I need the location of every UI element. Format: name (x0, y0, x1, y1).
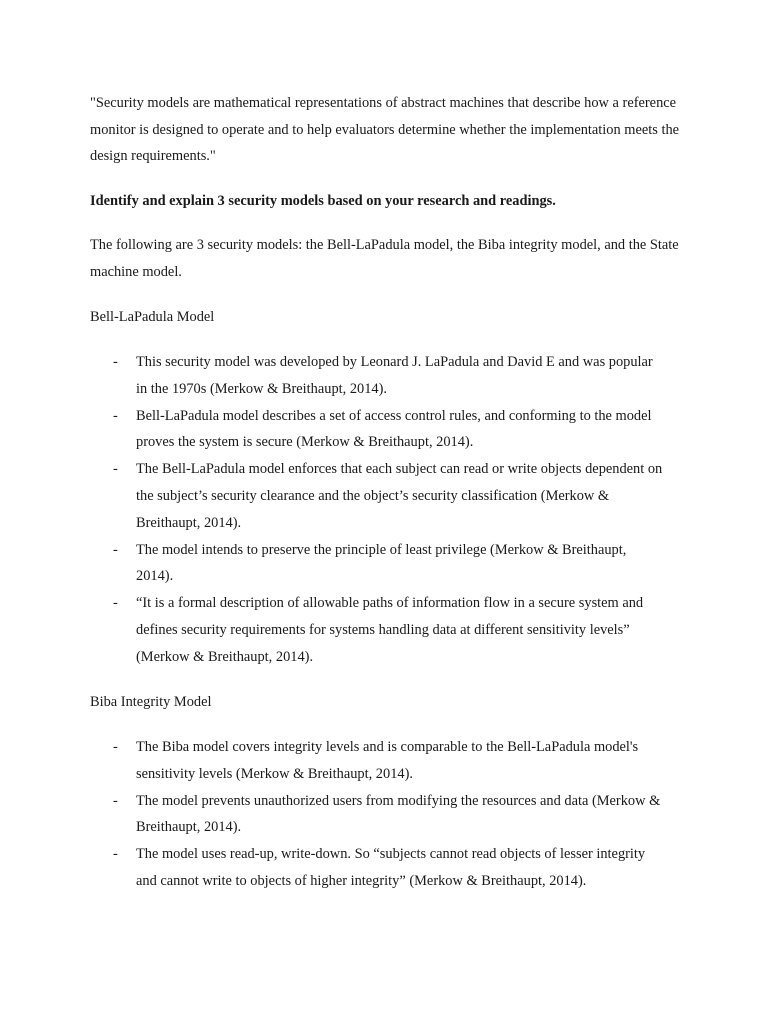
bullet-dash: - (113, 461, 118, 478)
list-item-text: The model intends to preserve the principle of least privilege (Merkow & Breithaupt, 2014). (136, 541, 627, 585)
assignment-question: Identify and explain 3 security models based on your research and readings. (90, 193, 556, 209)
biba-bullet-list (0, 734, 768, 895)
intro-quote: "Security models are mathematical representations of abstract machines that describe how a reference monitor is designed to operate and to help evaluators determine whether the implementation meets the design requirements." (90, 95, 680, 164)
list-item-text: The model uses read-up, write-down. So “subjects cannot read objects of lesser integrity and cannot write to objects of higher integrity” (Merkow & Breithaupt, 2014). (136, 846, 646, 889)
list-item-text: The model prevents unauthorized users from modifying the resources and data (Merkow & Breithaupt, 2014). (136, 792, 661, 836)
bullet-dash: - (113, 354, 118, 370)
list-item (0, 537, 666, 591)
list-item-text: The Bell-LaPadula model enforces that each subject can read or write objects dependent on the subject’s security clearance and the object’s security classification (Merkow & Breithaupt, 2014). (136, 461, 663, 531)
bell-lapadula-bullet-list (0, 349, 768, 671)
bullet-dash: - (113, 407, 118, 424)
list-item (0, 841, 666, 895)
list-item (0, 734, 666, 788)
list-item-text: The Biba model covers integrity levels and is comparable to the Bell-LaPadula model's sensitivity levels (Merkow & Breithaupt, 2014). (136, 739, 639, 782)
list-item (0, 403, 666, 457)
section-heading-biba: Biba Integrity Model (90, 694, 212, 710)
bullet-dash: - (113, 739, 118, 755)
list-item-text: “It is a formal description of allowable paths of information flow in a secure system and defines security requirements for systems handling data at different sensitivity levels” (Merkow & Breithaupt, 2014). (136, 595, 644, 665)
bullet-dash: - (113, 846, 118, 863)
list-item (0, 788, 666, 842)
bullet-dash: - (113, 595, 118, 612)
list-item (0, 456, 666, 536)
list-item-text: This security model was developed by Leonard J. LaPadula and David E and was popular in the 1970s (Merkow & Breithaupt, 2014). (136, 354, 653, 397)
bullet-dash: - (113, 792, 118, 809)
models-overview: The following are 3 security models: the Bell-LaPadula model, the Biba integrity model, and the State machine model. (90, 237, 679, 280)
list-item (0, 349, 666, 403)
list-item-text: Bell-LaPadula model describes a set of access control rules, and conforming to the model proves the system is secure (Merkow & Breithaupt, 2014). (136, 407, 652, 451)
section-heading-bell-lapadula: Bell-LaPadula Model (90, 309, 215, 325)
bullet-dash: - (113, 541, 118, 558)
list-item (0, 590, 666, 670)
